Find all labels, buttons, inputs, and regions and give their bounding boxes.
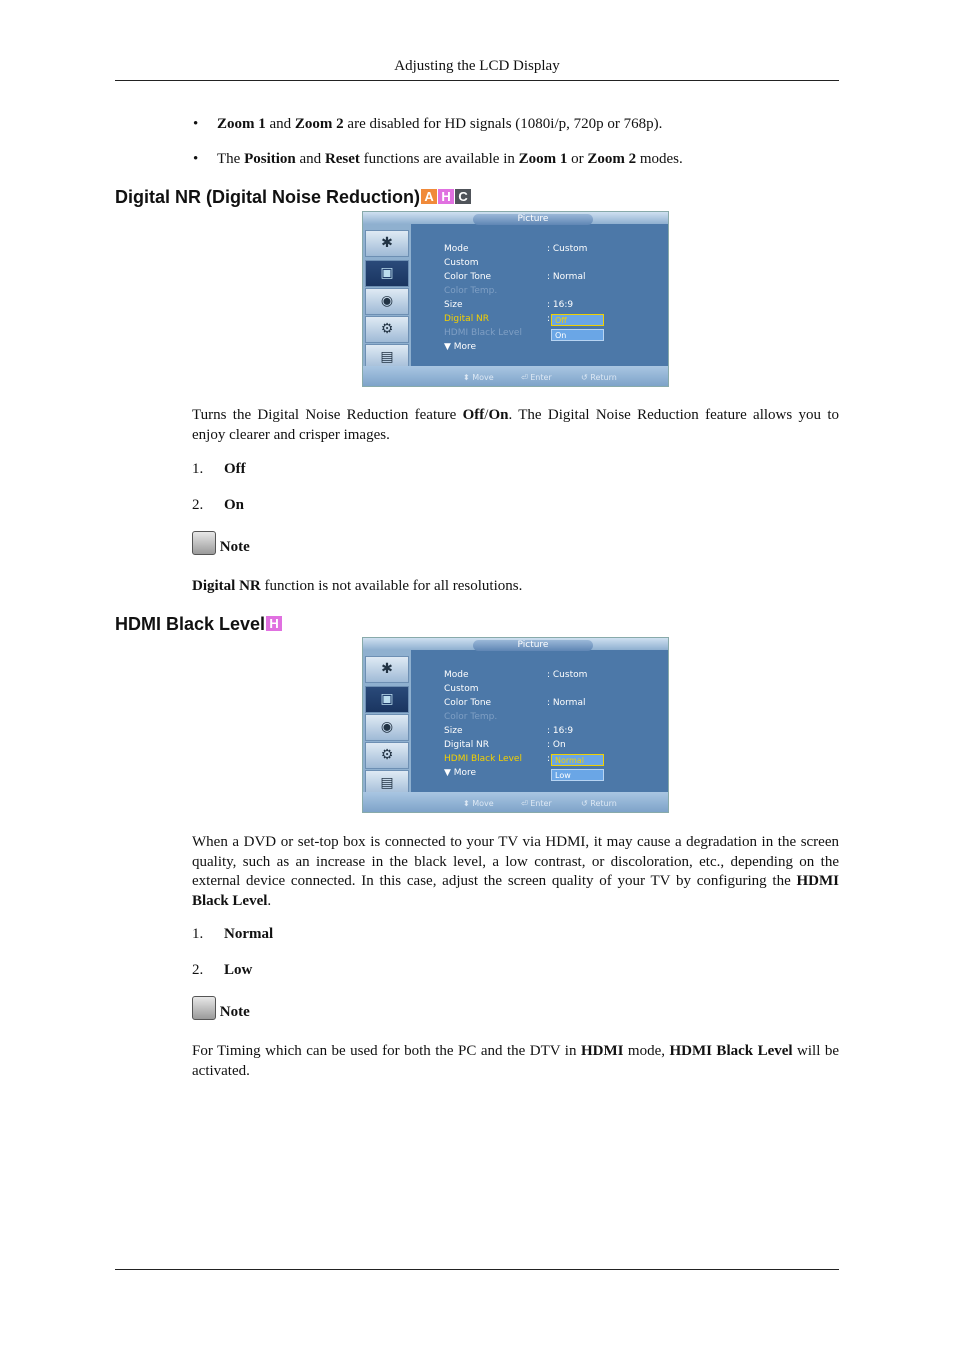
- menu-value-color-tone: : Normal: [547, 272, 586, 282]
- item-number: 1.: [192, 461, 204, 477]
- menu-label-digital-nr[interactable]: Digital NR: [444, 740, 490, 750]
- desc-text: When a DVD or set-top box is connected to your TV via HDMI, it may cause a degradation in the screen quality, such as an increase in the black level, a low contrast, or discoloration, etc., depending on the external device connected. In this case, adjust the screen quality of your TV by configuring the: [192, 834, 839, 889]
- nav-move-label: Move: [472, 799, 494, 808]
- menu-value-hdmi-black-level: :: [547, 754, 551, 764]
- heading-text: Digital NR (Digital Noise Reduction): [115, 187, 421, 207]
- menu-label-digital-nr[interactable]: Digital NR: [444, 314, 490, 324]
- move-icon: ⬍: [463, 799, 473, 808]
- setup-icon[interactable]: ⚙: [365, 316, 409, 343]
- digital-nr-description: [192, 406, 839, 445]
- header-rule: [115, 80, 839, 81]
- nav-return: [581, 373, 617, 382]
- osd-category-panel: [363, 224, 411, 374]
- item-value: Off: [224, 461, 246, 477]
- item-value: On: [224, 497, 245, 513]
- menu-label-color-tone[interactable]: Color Tone: [444, 698, 492, 708]
- picture-icon[interactable]: ▣: [365, 260, 409, 287]
- bold-zoom2: Zoom 2: [587, 151, 637, 167]
- picture-icon[interactable]: ▣: [365, 686, 409, 713]
- nav-return-label: Return: [590, 373, 617, 382]
- menu-label-color-temp: Color Temp.: [444, 286, 498, 296]
- item-value: Low: [224, 962, 253, 978]
- menu-label-hdmi-black-level[interactable]: HDMI Black Level: [444, 754, 522, 764]
- item-number: 1.: [192, 926, 204, 942]
- note-label: Note: [219, 1004, 250, 1020]
- enter-icon: ⏎: [521, 799, 531, 808]
- multi-control-icon[interactable]: ▤: [365, 770, 409, 797]
- osd-category-panel: [363, 650, 411, 800]
- hdmi-black-level-description: [192, 833, 839, 911]
- bold-zoom1: Zoom 1: [217, 116, 266, 132]
- bold-hdmi: HDMI: [580, 1043, 624, 1059]
- item-number: 2.: [192, 497, 204, 513]
- bold-zoom1: Zoom 1: [518, 151, 568, 167]
- menu-value-size: : 16:9: [547, 300, 574, 310]
- menu-value-digital-nr: :: [547, 314, 551, 324]
- bold-reset: Reset: [324, 151, 360, 167]
- input-icon[interactable]: ✱: [365, 230, 409, 257]
- section-heading-hdmi-black-level: [115, 614, 282, 635]
- bullet-text: modes.: [636, 151, 683, 167]
- note-icon: [192, 531, 216, 555]
- input-icon[interactable]: ✱: [365, 656, 409, 683]
- menu-label-mode[interactable]: Mode: [444, 244, 469, 254]
- setup-icon[interactable]: ⚙: [365, 742, 409, 769]
- menu-label-more[interactable]: ▼ More: [444, 342, 477, 352]
- enter-icon: ⏎: [521, 373, 531, 382]
- menu-label-custom[interactable]: Custom: [444, 684, 479, 694]
- nav-move: [463, 799, 494, 808]
- page-header-title: Adjusting the LCD Display: [394, 58, 560, 74]
- nav-return: [581, 799, 617, 808]
- menu-value-color-tone: : Normal: [547, 698, 586, 708]
- menu-label-size[interactable]: Size: [444, 300, 463, 310]
- mode-h-badge: H: [438, 189, 454, 204]
- nav-enter-label: Enter: [530, 799, 552, 808]
- menu-value-size: : 16:9: [547, 726, 574, 736]
- osd-bottom-bar: [363, 366, 668, 386]
- bold-hdmi-black-level: HDMI Black Level: [192, 873, 839, 909]
- desc-text: /: [484, 407, 489, 423]
- menu-value-mode: : Custom: [547, 244, 588, 254]
- return-icon: ↺: [581, 799, 591, 808]
- menu-label-hdmi-black-level: HDMI Black Level: [444, 328, 522, 338]
- nav-move-label: Move: [472, 373, 494, 382]
- bullet-text: functions are available in: [359, 151, 519, 167]
- osd-bottom-bar: [363, 792, 668, 812]
- desc-text: .: [267, 892, 272, 909]
- nav-enter: [521, 373, 552, 382]
- note-block: [192, 996, 250, 1021]
- note-text: For Timing which can be used for both the PC and the DTV in: [192, 1043, 581, 1059]
- move-icon: ⬍: [463, 373, 473, 382]
- menu-label-size[interactable]: Size: [444, 726, 463, 736]
- section-heading-digital-nr: [115, 187, 471, 208]
- bullet-text: or: [567, 151, 588, 167]
- option-on[interactable]: On: [551, 329, 604, 341]
- option-normal[interactable]: Normal: [551, 754, 604, 766]
- mode-a-badge: A: [421, 189, 437, 204]
- menu-value-mode: : Custom: [547, 670, 588, 680]
- note-text: will be activated.: [192, 1043, 840, 1079]
- note-text: mode,: [623, 1043, 670, 1059]
- bold-digital-nr: Digital NR: [192, 578, 261, 594]
- menu-label-more[interactable]: ▼ More: [444, 768, 477, 778]
- note-icon: [192, 996, 216, 1020]
- multi-control-icon[interactable]: ▤: [365, 344, 409, 371]
- heading-text: HDMI Black Level: [115, 614, 266, 634]
- menu-value-digital-nr: : On: [547, 740, 566, 750]
- sound-icon[interactable]: ◉: [365, 714, 409, 741]
- nav-enter: [521, 799, 552, 808]
- menu-label-custom[interactable]: Custom: [444, 258, 479, 268]
- nav-return-label: Return: [590, 799, 617, 808]
- bold-zoom2: Zoom 2: [294, 116, 344, 132]
- bullet-text: and: [295, 151, 325, 167]
- menu-label-mode[interactable]: Mode: [444, 670, 469, 680]
- bullet-dot: •: [193, 151, 199, 167]
- bold-on: On: [488, 407, 509, 423]
- option-low[interactable]: Low: [551, 769, 604, 781]
- osd-title: Picture: [473, 214, 593, 225]
- note-label: Note: [219, 539, 250, 555]
- note-block: [192, 531, 250, 556]
- menu-label-color-tone[interactable]: Color Tone: [444, 272, 492, 282]
- sound-icon[interactable]: ◉: [365, 288, 409, 315]
- bold-position: Position: [244, 151, 296, 167]
- option-off[interactable]: Off: [551, 314, 604, 326]
- note-text: function is not available for all resolutions.: [260, 578, 523, 594]
- item-value: Normal: [224, 926, 274, 942]
- mode-h-badge: H: [266, 616, 282, 631]
- nav-enter-label: Enter: [530, 373, 552, 382]
- desc-text: Turns the Digital Noise Reduction feature: [192, 407, 463, 423]
- item-number: 2.: [192, 962, 204, 978]
- desc-text: . The Digital Noise Reduction feature allows you to enjoy clearer and crisper images.: [192, 407, 839, 443]
- bold-off: Off: [462, 407, 485, 423]
- footer-rule: [115, 1269, 839, 1270]
- digital-nr-note: [192, 577, 839, 597]
- osd-menu-digital-nr: [362, 211, 669, 387]
- mode-c-badge: C: [455, 189, 471, 204]
- bullet-dot: •: [193, 116, 199, 132]
- hdmi-black-level-note: [192, 1042, 839, 1081]
- bold-hdmi-black-level: HDMI Black Level: [669, 1043, 793, 1059]
- bullet-text: The: [217, 151, 245, 167]
- return-icon: ↺: [581, 373, 591, 382]
- bullet-text: and: [265, 116, 295, 132]
- menu-label-color-temp: Color Temp.: [444, 712, 498, 722]
- osd-menu-hdmi-black-level: [362, 637, 669, 813]
- bullet-text: are disabled for HD signals (1080i/p, 720p or 768p).: [343, 116, 663, 132]
- nav-move: [463, 373, 494, 382]
- osd-title: Picture: [473, 640, 593, 651]
